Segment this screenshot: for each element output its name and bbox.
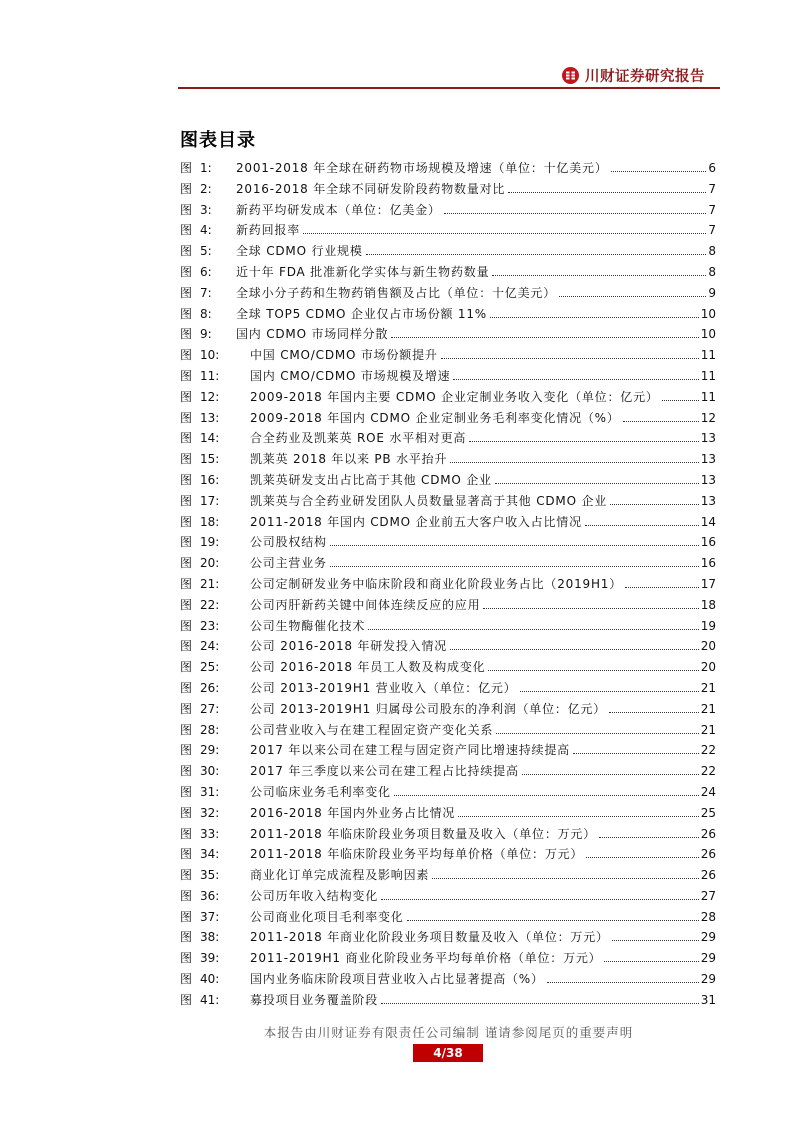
toc-entry[interactable] [178,324,716,345]
toc-entry-prefix: 图 [180,556,193,571]
toc-entry-prefix: 图 [180,826,193,841]
toc-entry-number: 13: [200,410,220,425]
toc-entry-page: 21 [700,722,716,737]
toc-entry-number: 29: [200,743,220,758]
toc-entry-leader [520,691,699,692]
toc-entry-prefix: 图 [180,951,193,966]
toc-entry-prefix: 图 [180,535,193,550]
toc-entry-title: 全球 TOP5 CDMO 企业仅占市场份额 11% [236,306,487,321]
toc-entry-title: 公司商业化项目毛利率变化 [250,909,404,924]
toc-entry-prefix: 图 [180,743,193,758]
toc-entry-page: 16 [700,556,716,571]
toc-entry-prefix: 图 [180,784,193,799]
toc-entry-leader [366,254,707,255]
toc-entry-title: 公司 2013-2019H1 营业收入（单位：亿元） [250,680,517,695]
toc-entry[interactable] [178,990,716,1011]
toc-entry-title: 公司 2016-2018 年员工人数及构成变化 [250,660,486,675]
toc-entry-title: 公司生物酶催化技术 [250,618,366,633]
toc-entry-number: 11: [200,368,220,383]
toc-entry-page: 26 [700,847,716,862]
toc-entry-page: 26 [700,826,716,841]
toc-entry-number: 9: [200,327,212,342]
toc-entry-page: 29 [700,951,716,966]
toc-entry[interactable] [178,761,716,782]
toc-entry-page: 25 [700,805,716,820]
toc-entry-page: 11 [700,389,716,404]
toc-entry-leader [522,774,699,775]
toc-entry-page: 8 [708,264,716,279]
toc-entry[interactable] [178,532,716,553]
toc-entry[interactable] [178,886,716,907]
toc-entry-leader [432,878,699,879]
toc-entry-number: 35: [200,868,220,883]
toc-entry-leader [394,795,699,796]
toc-entry-prefix: 图 [180,660,193,675]
toc-entry-leader [444,213,707,214]
toc-entry-title: 2016-2018 年全球不同研发阶段药物数量对比 [236,181,506,196]
toc-entry-leader [458,816,698,817]
toc-entry-leader [625,587,699,588]
toc-entry-page: 26 [700,868,716,883]
toc-entry-title: 全球 CDMO 行业规模 [236,244,363,259]
toc-entry-leader [391,337,698,338]
toc-entry-prefix: 图 [180,805,193,820]
toc-entry-prefix: 图 [180,618,193,633]
toc-entry[interactable] [178,553,716,574]
toc-entry-number: 36: [200,888,220,903]
toc-entry-prefix: 图 [180,181,193,196]
toc-entry-title: 新药平均研发成本（单位：亿美金） [236,202,441,217]
toc-entry-title: 公司 2016-2018 年研发投入情况 [250,639,448,654]
toc-entry[interactable] [178,574,716,595]
toc-entry-prefix: 图 [180,264,193,279]
toc-entry-prefix: 图 [180,431,193,446]
toc-entry-page: 6 [708,161,716,175]
toc-entry-leader [381,899,699,900]
toc-entry-leader [441,358,699,359]
toc-entry[interactable] [178,699,716,720]
toc-entry-page: 22 [700,743,716,758]
toc-entry-number: 4: [200,223,212,238]
toc-entry-page: 12 [700,410,716,425]
brand-title: 川财证券研究报告 [585,68,705,85]
toc-entry-title: 2011-2018 年临床阶段业务平均每单价格（单位：万元） [250,847,584,862]
toc-entry-prefix: 图 [180,493,193,508]
toc-entry-number: 23: [200,618,220,633]
toc-entry-title: 2016-2018 年国内外业务占比情况 [250,805,456,820]
toc-entry-leader [483,608,698,609]
toc-entry-prefix: 图 [180,514,193,529]
toc-entry-number: 12: [200,389,220,404]
toc-entry-number: 31: [200,784,220,799]
toc-entry-leader [599,837,699,838]
toc-entry-number: 15: [200,452,220,467]
toc-entry-prefix: 图 [180,452,193,467]
toc-entry-prefix: 图 [180,244,193,259]
toc-entry-page: 27 [700,888,716,903]
toc-entry-page: 7 [708,202,716,217]
toc-entry-page: 31 [700,992,716,1007]
toc-entry-number: 10: [200,348,220,363]
toc-entry-prefix: 图 [180,680,193,695]
toc-entry[interactable] [178,304,716,325]
toc-entry-page: 13 [700,493,716,508]
toc-entry-title: 合全药业及凯莱英 ROE 水平相对更高 [250,431,467,446]
toc-entry-page: 21 [700,680,716,695]
toc-entry-number: 34: [200,847,220,862]
toc-entry-leader [492,275,706,276]
toc-entry-leader [604,961,698,962]
toc-entry-page: 10 [700,306,716,321]
toc-entry-leader [612,940,699,941]
toc-entry-page: 29 [700,972,716,987]
toc-entry-leader [586,857,698,858]
toc-entry[interactable] [178,220,716,241]
toc-entry[interactable] [178,283,716,304]
toc-entry-number: 26: [200,680,220,695]
toc-entry[interactable] [178,408,716,429]
toc-entry-number: 14: [200,431,220,446]
toc-entry-prefix: 图 [180,597,193,612]
toc-entry[interactable] [178,948,716,969]
toc-entry-prefix: 图 [180,847,193,862]
toc-entry-number: 2: [200,181,212,196]
toc-entry-prefix: 图 [180,389,193,404]
toc-entry[interactable] [178,428,716,449]
toc-entry[interactable] [178,865,716,886]
toc-entry-title: 公司历年收入结构变化 [250,888,379,903]
toc-entry-prefix: 图 [180,722,193,737]
toc-entry[interactable] [178,636,716,657]
toc-entry-leader [330,566,699,567]
toc-entry-prefix: 图 [180,868,193,883]
toc-entry-number: 41: [200,992,220,1007]
toc-entry-number: 25: [200,660,220,675]
toc-entry-number: 30: [200,764,220,779]
toc-entry-prefix: 图 [180,972,193,987]
toc-entry-leader [407,920,699,921]
toc-entry-prefix: 图 [180,576,193,591]
toc-entry-leader [611,171,707,172]
toc-entry-title: 2001-2018 年全球在研药物市场规模及增速（单位：十亿美元） [236,161,608,175]
toc-entry[interactable] [178,387,716,408]
toc-entry-page: 9 [708,285,716,300]
toc-entry-leader [381,1003,699,1004]
toc-entry[interactable] [178,470,716,491]
toc-entry-prefix: 图 [180,701,193,716]
toc-entry[interactable] [178,678,716,699]
toc-entry-title: 凯莱英研发支出占比高于其他 CDMO 企业 [250,472,492,487]
toc-entry-number: 38: [200,930,220,945]
toc-entry[interactable] [178,969,716,990]
toc-entry[interactable] [178,657,716,678]
toc-entry-prefix: 图 [180,306,193,321]
toc-entry[interactable] [178,824,716,845]
toc-entry-prefix: 图 [180,639,193,654]
toc-entry-leader [450,462,698,463]
toc-entry-number: 28: [200,722,220,737]
toc-entry-page: 14 [700,514,716,529]
toc-entry-prefix: 图 [180,285,193,300]
toc-entry-leader [450,649,699,650]
toc-entry[interactable] [178,366,716,387]
toc-entry-number: 24: [200,639,220,654]
toc-entry-prefix: 图 [180,992,193,1007]
toc-entry-number: 16: [200,472,220,487]
toc-entry-page: 13 [700,431,716,446]
toc-entry[interactable] [178,803,716,824]
toc-entry-prefix: 图 [180,472,193,487]
toc-entry[interactable] [178,179,716,200]
toc-entry-title: 公司丙肝新药关键中间体连续反应的应用 [250,597,481,612]
toc-entry-page: 7 [708,181,716,196]
toc-entry-title: 公司股权结构 [250,535,327,550]
toc-entry-leader [547,982,699,983]
toc-entry[interactable] [178,449,716,470]
toc-entry[interactable] [178,262,716,283]
toc-entry-leader [585,525,699,526]
toc-entry-leader [495,483,699,484]
toc-entry-number: 32: [200,805,220,820]
toc-entry-number: 39: [200,951,220,966]
toc-entry-page: 17 [700,576,716,591]
toc-entry-page: 19 [700,618,716,633]
toc-entry-number: 17: [200,493,220,508]
toc-entry-number: 21: [200,576,220,591]
toc-entry-leader [573,753,699,754]
page-number-badge: 4/38 [413,1044,483,1062]
toc-entry-page: 18 [700,597,716,612]
toc-entry-leader [453,379,698,380]
toc-entry-title: 公司临床业务毛利率变化 [250,784,391,799]
toc-entry-leader [469,441,699,442]
toc-entry-number: 37: [200,909,220,924]
toc-entry-title: 凯莱英 2018 年以来 PB 水平抬升 [250,452,448,467]
toc-entry[interactable] [178,907,716,928]
toc-entry-prefix: 图 [180,764,193,779]
toc-entry-title: 公司定制研发业务中临床阶段和商业化阶段业务占比（2019H1） [250,576,622,591]
toc-entry-title: 全球小分子药和生物药销售额及占比（单位：十亿美元） [236,285,557,300]
toc-entry-leader [559,296,706,297]
toc-entry-prefix: 图 [180,368,193,383]
toc-entry-prefix: 图 [180,223,193,238]
toc-entry-title: 中国 CMO/CDMO 市场份额提升 [250,348,438,363]
toc-entry-prefix: 图 [180,348,193,363]
toc-entry-title: 2011-2018 年商业化阶段业务项目数量及收入（单位：万元） [250,930,609,945]
toc-entry-number: 40: [200,972,220,987]
toc-entry-title: 2011-2018 年国内 CDMO 企业前五大客户收入占比情况 [250,514,582,529]
toc-entry-page: 20 [700,639,716,654]
toc-entry-prefix: 图 [180,909,193,924]
toc-entry-leader [488,670,698,671]
toc-entry[interactable] [178,491,716,512]
toc-entry-leader [303,233,706,234]
toc-entry-prefix: 图 [180,410,193,425]
toc-entry[interactable] [178,241,716,262]
toc-entry-title: 公司 2013-2019H1 归属母公司股东的净利润（单位：亿元） [250,701,607,716]
toc-entry-prefix: 图 [180,930,193,945]
toc-entry-page: 20 [700,660,716,675]
toc-entry-leader [508,192,706,193]
toc-entry[interactable] [178,720,716,741]
toc-entry-page: 10 [700,327,716,342]
toc-entry[interactable] [178,595,716,616]
toc-entry-page: 8 [708,244,716,259]
toc-entry-number: 22: [200,597,220,612]
toc-entry-leader [610,504,699,505]
toc-entry-title: 2011-2018 年临床阶段业务项目数量及收入（单位：万元） [250,826,597,841]
chuancai-logo-icon [562,67,579,84]
toc-entry-title: 2009-2018 年国内 CDMO 企业定制业务毛利率变化情况（%） [250,410,620,425]
toc-entry-title: 国内 CMO/CDMO 市场规模及增速 [250,368,451,383]
toc-entry-prefix: 图 [180,888,193,903]
toc-entry-leader [496,733,699,734]
toc-entry-title: 2009-2018 年国内主要 CDMO 企业定制业务收入变化（单位：亿元） [250,389,659,404]
toc-entry-page: 22 [700,764,716,779]
toc-entry-prefix: 图 [180,327,193,342]
header-divider [178,87,720,89]
toc-entry[interactable] [178,740,716,761]
toc-entry-leader [662,400,699,401]
toc-entry[interactable] [178,844,716,865]
toc-entry[interactable] [178,345,716,366]
toc-entry-number: 5: [200,244,212,259]
toc-entry-number: 6: [200,264,212,279]
page-title: 图表目录 [180,130,256,151]
toc-entry-title: 凯莱英与合全药业研发团队人员数量显著高于其他 CDMO 企业 [250,493,608,508]
toc-entry-leader [368,629,699,630]
toc-entry-title: 募投项目业务覆盖阶段 [250,992,379,1007]
toc-entry-page: 7 [708,223,716,238]
toc-entry-page: 29 [700,930,716,945]
toc-entry-page: 11 [700,348,716,363]
toc-entry[interactable] [178,927,716,948]
toc-entry-title: 公司营业收入与在建工程固定资产变化关系 [250,722,494,737]
toc-entry-page: 28 [700,909,716,924]
toc-entry-leader [609,712,699,713]
toc-entry-number: 19: [200,535,220,550]
toc-entry[interactable] [178,782,716,803]
toc-entry-number: 7: [200,285,212,300]
toc-entry[interactable] [178,512,716,533]
toc-entry-page: 24 [700,784,716,799]
toc-entry[interactable] [178,616,716,637]
toc-entry-number: 1: [200,161,212,175]
toc-entry-number: 3: [200,202,212,217]
toc-entry-page: 13 [700,472,716,487]
toc-entry-title: 2017 年以来公司在建工程与固定资产同比增速持续提高 [250,743,570,758]
toc-entry-number: 20: [200,556,220,571]
header-brand [562,64,705,86]
toc-entry-leader [490,317,699,318]
toc-entry-prefix: 图 [180,161,193,175]
toc-entry-number: 33: [200,826,220,841]
toc-entry-title: 商业化订单完成流程及影响因素 [250,868,430,883]
toc-entry-number: 8: [200,306,212,321]
toc-entry-title: 公司主营业务 [250,556,327,571]
toc-entry-title: 2017 年三季度以来公司在建工程占比持续提高 [250,764,519,779]
toc-entry-title: 国内 CDMO 市场同样分散 [236,327,389,342]
toc-entry-title: 近十年 FDA 批准新化学实体与新生物药数量 [236,264,490,279]
toc-entry-number: 27: [200,701,220,716]
footer-disclaimer: 本报告由川财证券有限责任公司编制 谨请参阅尾页的重要声明 [263,1025,634,1040]
toc-entry-number: 18: [200,514,220,529]
toc-entry[interactable] [178,200,716,221]
toc-entry-title: 2011-2019H1 商业化阶段业务平均每单价格（单位：万元） [250,951,602,966]
toc-entry-leader [623,421,699,422]
toc-entry-page: 11 [700,368,716,383]
toc-entry-page: 16 [700,535,716,550]
toc-entry[interactable] [178,158,716,179]
toc-entry-title: 国内业务临床阶段项目营业收入占比显著提高（%） [250,972,544,987]
toc-entry-prefix: 图 [180,202,193,217]
toc-entry-page: 13 [700,452,716,467]
figure-toc-list [178,158,716,1011]
toc-entry-title: 新药回报率 [236,223,301,238]
toc-entry-page: 21 [700,701,716,716]
toc-entry-leader [330,545,699,546]
